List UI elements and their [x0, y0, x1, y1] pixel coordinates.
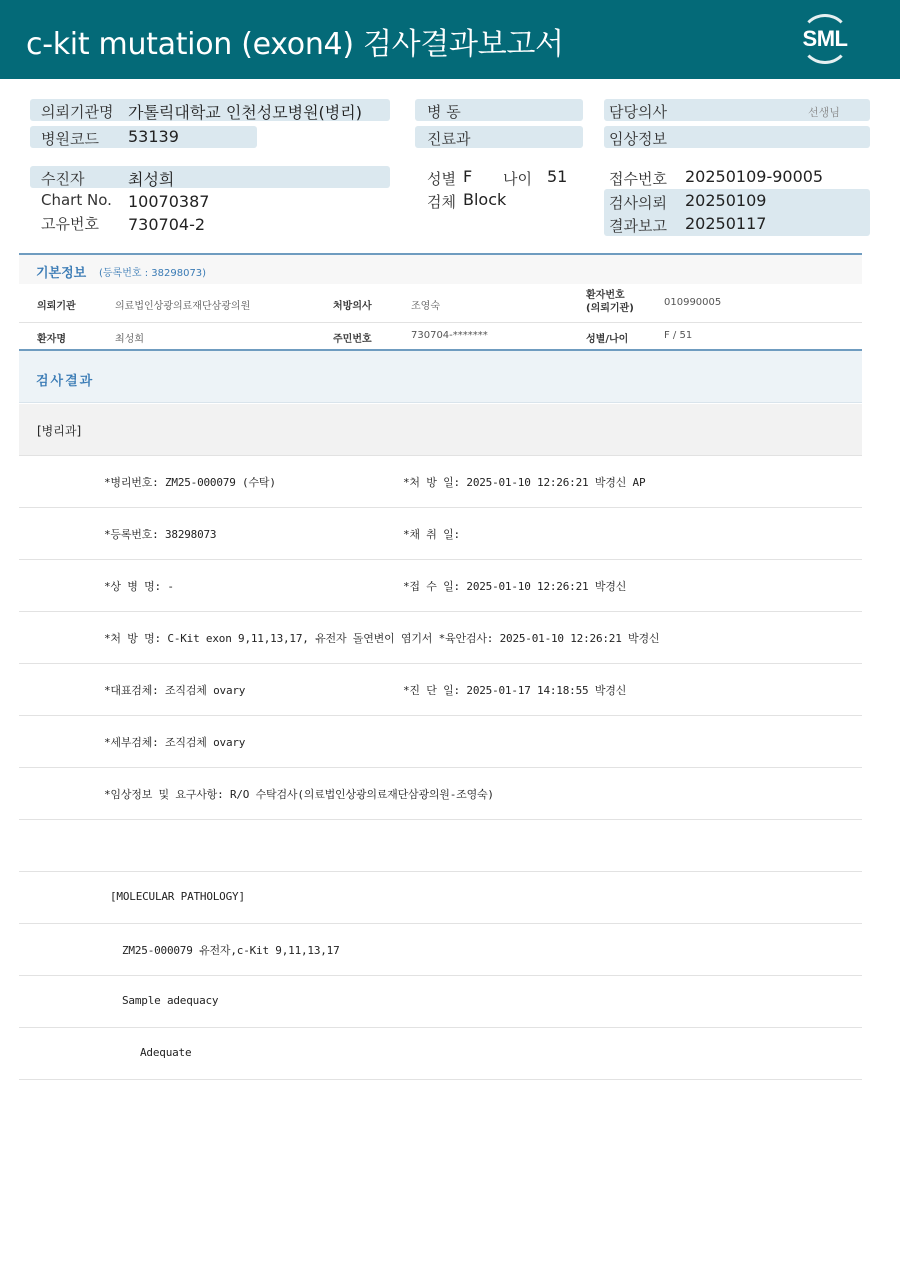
result-col-a: *세부검체: 조직검체 ovary — [104, 736, 246, 749]
specimen-label: 검체 — [427, 193, 456, 211]
patient-no-key-line2: (의뢰기관) — [586, 303, 634, 314]
patient-name-val: 최성희 — [115, 334, 144, 345]
basic-info-reg-no: (등록번호 : 38298073) — [99, 268, 207, 279]
department-label: 진료과 — [427, 130, 471, 148]
doctor-suffix: 선생님 — [808, 106, 840, 119]
test-request-label: 검사의뢰 — [609, 194, 667, 212]
results-header — [19, 349, 862, 403]
institution-value: 가톨릭대학교 인천성모병원(병리) — [128, 103, 362, 122]
molecular-line-1: ZM25-000079 유전자,c-Kit 9,11,13,17 — [122, 944, 340, 957]
prescriber-val: 조영숙 — [411, 301, 440, 312]
molecular-line-row — [19, 976, 862, 1028]
result-col-b: *접 수 일: 2025-01-10 12:26:21 박경신 — [403, 580, 627, 593]
test-request-value: 20250109 — [685, 191, 767, 210]
clinical-info-label: 임상정보 — [609, 130, 667, 148]
age-label: 나이 — [503, 170, 532, 188]
result-row — [19, 560, 862, 612]
unique-no-label: 고유번호 — [41, 215, 99, 233]
examinee-value: 최성희 — [128, 170, 175, 189]
result-col-b: *채 취 일: — [403, 528, 460, 541]
molecular-line-3: Adequate — [140, 1046, 192, 1059]
patient-no-key-line1: 환자번호 — [586, 290, 625, 301]
result-col-b: *처 방 일: 2025-01-10 12:26:21 박경신 AP — [403, 476, 646, 489]
institution-label: 의뢰기관명 — [41, 103, 114, 121]
sml-logo — [796, 12, 854, 66]
examinee-label: 수진자 — [41, 170, 85, 188]
patient-no-key — [586, 289, 634, 315]
basic-info-title: 기본정보 — [36, 266, 87, 281]
molecular-line-2: Sample adequacy — [122, 994, 219, 1007]
result-report-value: 20250117 — [685, 214, 767, 233]
result-col-a: *등록번호: 38298073 — [104, 528, 217, 541]
chart-no-value: 10070387 — [128, 192, 210, 211]
result-row — [19, 612, 862, 664]
result-col-a: *상 병 명: - — [104, 580, 174, 593]
sex-value: F — [463, 167, 473, 186]
molecular-heading-row — [19, 872, 862, 924]
ward-label: 병 동 — [427, 103, 461, 121]
resident-no-val: 730704-******* — [411, 330, 488, 341]
prescriber-key: 처방의사 — [333, 301, 372, 312]
specimen-value: Block — [463, 190, 507, 209]
receipt-no-label: 접수번호 — [609, 170, 667, 188]
result-row-empty — [19, 820, 862, 872]
institution-key: 의뢰기관 — [37, 301, 76, 312]
results-title: 검사결과 — [36, 374, 95, 389]
logo-text: SML — [802, 26, 848, 51]
result-row — [19, 716, 862, 768]
result-row — [19, 768, 862, 820]
result-col-b: *진 단 일: 2025-01-17 14:18:55 박경신 — [403, 684, 627, 697]
result-col-a: *임상정보 및 요구사항: R/O 수탁검사(의료법인상광의료재단삼광의원-조영숙) — [104, 788, 494, 801]
hospital-code-value: 53139 — [128, 127, 179, 146]
result-col-a: *병리번호: ZM25-000079 (수탁) — [104, 476, 276, 489]
institution-val: 의료법인상광의료재단삼광의원 — [115, 301, 251, 312]
result-row — [19, 664, 862, 716]
doctor-label: 담당의사 — [609, 103, 667, 121]
result-report-label: 결과보고 — [609, 217, 667, 235]
receipt-no-value: 20250109-90005 — [685, 167, 824, 186]
result-col-a: *대표검체: 조직검체 ovary — [104, 684, 246, 697]
sex-label: 성별 — [427, 170, 456, 188]
molecular-heading: [MOLECULAR PATHOLOGY] — [110, 890, 245, 903]
result-col-a: *처 방 명: C-Kit exon 9,11,13,17, 유전자 돌연변이 염기서 *육안검사: 2025-01-10 12:26:21 박경신 — [104, 632, 660, 645]
sex-age-key: 성별/나이 — [586, 334, 629, 345]
chart-no-label: Chart No. — [41, 191, 112, 209]
molecular-line-row — [19, 924, 862, 976]
basic-info-row-2 — [19, 323, 862, 350]
molecular-line-row — [19, 1028, 862, 1080]
department-row — [19, 404, 862, 456]
patient-no-val: 010990005 — [664, 297, 722, 308]
age-value: 51 — [547, 167, 568, 186]
report-title: c-kit mutation (exon4) 검사결과보고서 — [26, 27, 564, 62]
sex-age-val: F / 51 — [664, 330, 693, 341]
department-name: [병리과] — [37, 424, 82, 438]
result-row — [19, 456, 862, 508]
hospital-code-label: 병원코드 — [41, 130, 99, 148]
result-row — [19, 508, 862, 560]
patient-name-key: 환자명 — [37, 334, 66, 345]
report-header — [0, 0, 900, 79]
basic-info-row-1 — [19, 285, 862, 323]
basic-info-header — [19, 253, 862, 284]
unique-no-value: 730704-2 — [128, 215, 206, 234]
resident-no-key: 주민번호 — [333, 334, 372, 345]
